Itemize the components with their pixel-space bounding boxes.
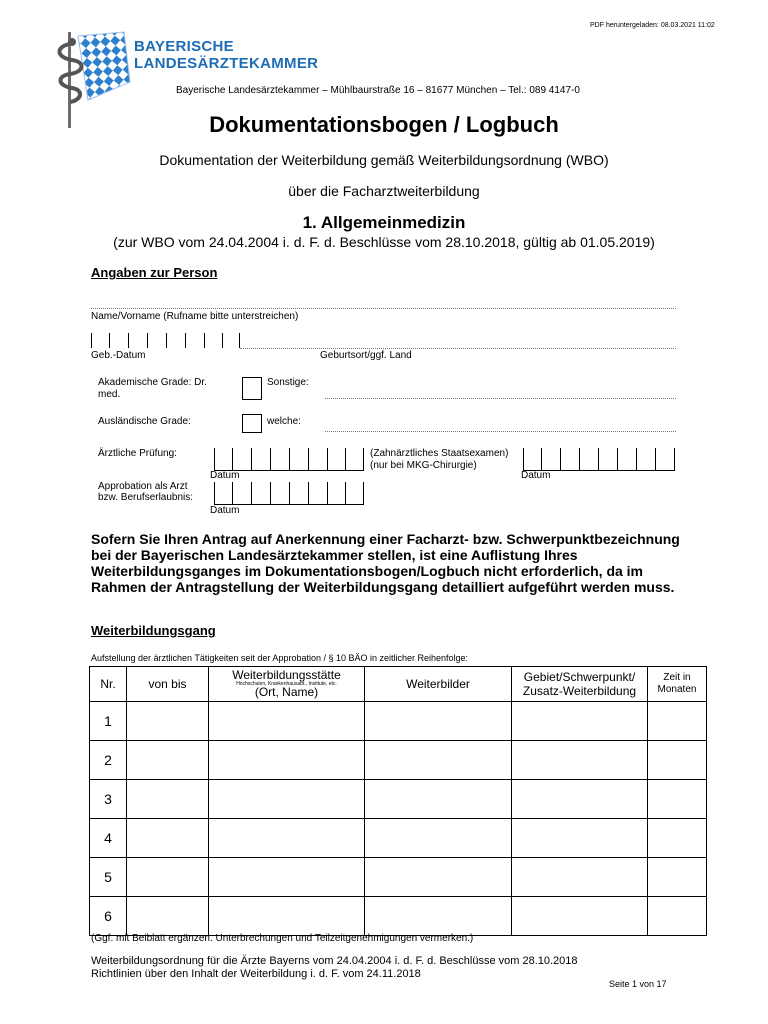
cell-trainer[interactable]: [365, 780, 512, 819]
download-stamp: PDF heruntergeladen: 08.03.2021 11:02: [590, 22, 715, 29]
other-field[interactable]: [325, 398, 676, 399]
table-row: [90, 741, 707, 780]
birthplace-label: Geburtsort/ggf. Land: [320, 350, 412, 361]
foreign-label: Ausländische Grade:: [98, 416, 191, 427]
name-field[interactable]: [91, 308, 676, 309]
section-subtitle: (zur WBO vom 24.04.2004 i. d. F. d. Beschlüsse vom 28.10.2018, gültig ab 01.05.2019): [113, 234, 655, 250]
approbation-label-2: bzw. Berufserlaubnis:: [98, 492, 194, 503]
table-header-row: [90, 667, 707, 702]
col-time-line2: Monaten: [657, 684, 697, 695]
birthplace-field[interactable]: [240, 348, 676, 349]
table-row: [90, 897, 707, 936]
cell-field[interactable]: [512, 897, 648, 936]
page-title: Dokumentationsbogen / Logbuch: [209, 112, 559, 137]
academic-checkbox[interactable]: [242, 377, 262, 400]
subtitle-facharzt: über die Facharztweiterbildung: [288, 183, 480, 199]
approbation-label-1: Approbation als Arzt: [98, 481, 188, 492]
training-heading: Weiterbildungsgang: [91, 623, 216, 638]
col-site-title: Weiterbildungsstätte: [232, 668, 341, 682]
col-site-small: Hochschulen, Krankenhausabt., Institute, etc.: [236, 681, 337, 687]
cell-months[interactable]: [648, 741, 707, 780]
cell-trainer[interactable]: [365, 858, 512, 897]
other-label: Sonstige:: [267, 377, 309, 388]
cell-trainer[interactable]: [365, 897, 512, 936]
cell-field[interactable]: [512, 702, 648, 741]
cell-field[interactable]: [512, 741, 648, 780]
cell-site[interactable]: [209, 897, 365, 936]
cell-from-to[interactable]: [127, 780, 209, 819]
approbation-date-label: Datum: [210, 505, 240, 516]
row-number: 4: [90, 819, 127, 858]
col-field-line1: Gebiet/Schwerpunkt/: [523, 670, 636, 684]
cell-from-to[interactable]: [127, 702, 209, 741]
cell-from-to[interactable]: [127, 741, 209, 780]
which-label: welche:: [267, 416, 301, 427]
table-row: [90, 702, 707, 741]
row-number: 6: [90, 897, 127, 936]
page-number: Seite 1 von 17: [609, 979, 667, 989]
footer-line1: Weiterbildungsordnung für die Ärzte Bayerns vom 24.04.2004 i. d. F. d. Beschlüsse vom 28.10.2018: [91, 955, 578, 967]
cell-months[interactable]: [648, 780, 707, 819]
dental-label-1: (Zahnärztliches Staatsexamen): [370, 448, 509, 459]
academic-label-1: Akademische Grade: Dr.: [98, 377, 207, 388]
col-trainer-header: Weiterbilder: [365, 667, 512, 702]
which-field[interactable]: [325, 431, 676, 432]
cell-site[interactable]: [209, 702, 365, 741]
dental-label-2: (nur bei MKG-Chirurgie): [370, 460, 477, 471]
cell-field[interactable]: [512, 819, 648, 858]
approbation-date-field[interactable]: [214, 482, 364, 505]
col-nr-header: Nr.: [90, 667, 127, 702]
cell-months[interactable]: [648, 897, 707, 936]
table-row: [90, 858, 707, 897]
name-label: Name/Vorname (Rufname bitte unterstreichen): [91, 311, 299, 322]
cell-months[interactable]: [648, 858, 707, 897]
birthdate-label: Geb.-Datum: [91, 350, 146, 361]
subtitle-wbo: Dokumentation der Weiterbildung gemäß Weiterbildungsordnung (WBO): [159, 152, 609, 168]
cell-trainer[interactable]: [365, 702, 512, 741]
logo-text-line2: LANDESÄRZTEKAMMER: [134, 55, 319, 72]
dental-date-label: Datum: [521, 470, 551, 481]
table-row: [90, 819, 707, 858]
cell-from-to[interactable]: [127, 858, 209, 897]
exam-date-field[interactable]: [214, 448, 364, 471]
col-time-line1: Zeit in: [663, 672, 691, 683]
person-heading: Angaben zur Person: [91, 265, 218, 280]
col-site-header: [209, 667, 365, 702]
cell-field[interactable]: [512, 780, 648, 819]
exam-label: Ärztliche Prüfung:: [98, 448, 177, 459]
row-number: 5: [90, 858, 127, 897]
birthdate-field[interactable]: [91, 333, 241, 349]
cell-site[interactable]: [209, 780, 365, 819]
logo-text-line1: BAYERISCHE: [134, 38, 234, 55]
exam-date-label: Datum: [210, 470, 240, 481]
footer-line2: Richtlinien über den Inhalt der Weiterbildung i. d. F. vom 24.11.2018: [91, 968, 421, 980]
cell-site[interactable]: [209, 858, 365, 897]
col-from-to-header: von bis: [127, 667, 209, 702]
cell-trainer[interactable]: [365, 741, 512, 780]
cell-site[interactable]: [209, 819, 365, 858]
training-table: [89, 666, 707, 936]
section-title: 1. Allgemeinmedizin: [302, 213, 466, 232]
dental-date-field[interactable]: [523, 448, 675, 471]
foreign-checkbox[interactable]: [242, 414, 262, 433]
cell-trainer[interactable]: [365, 819, 512, 858]
table-note: (Ggf. mit Beiblatt ergänzen. Unterbrechungen und Teilzeitgenehmigungen vermerken.): [91, 933, 474, 944]
notice-text: Sofern Sie Ihren Antrag auf Anerkennung einer Facharzt- bzw. Schwerpunktbezeichnung bei der Bayerischen Landesärztekammer stellen, ist eine Auflistung Ihres Weiterbildungsganges im Dokumentationsbogen/Logbuch nicht erforderlich, da im Rahmen der Antragstellung der Weiterbildungsgang detailliert aufgeführt werden muss.: [91, 531, 680, 595]
training-intro: Aufstellung der ärztlichen Tätigkeiten seit der Approbation / § 10 BÄO in zeitlicher Reihenfolge:: [91, 653, 469, 663]
cell-months[interactable]: [648, 819, 707, 858]
cell-from-to[interactable]: [127, 819, 209, 858]
col-field-line2: Zusatz-Weiterbildung: [522, 684, 637, 698]
academic-label-2: med.: [98, 389, 121, 400]
col-site-sub: (Ort, Name): [254, 685, 319, 699]
table-row: [90, 780, 707, 819]
row-number: 1: [90, 702, 127, 741]
address: Bayerische Landesärztekammer – Mühlbaurstraße 16 – 81677 München – Tel.: 089 4147-0: [176, 85, 580, 96]
cell-field[interactable]: [512, 858, 648, 897]
cell-months[interactable]: [648, 702, 707, 741]
row-number: 3: [90, 780, 127, 819]
cell-from-to[interactable]: [127, 897, 209, 936]
cell-site[interactable]: [209, 741, 365, 780]
col-time-header: [648, 667, 707, 702]
col-field-header: [512, 667, 648, 702]
row-number: 2: [90, 741, 127, 780]
